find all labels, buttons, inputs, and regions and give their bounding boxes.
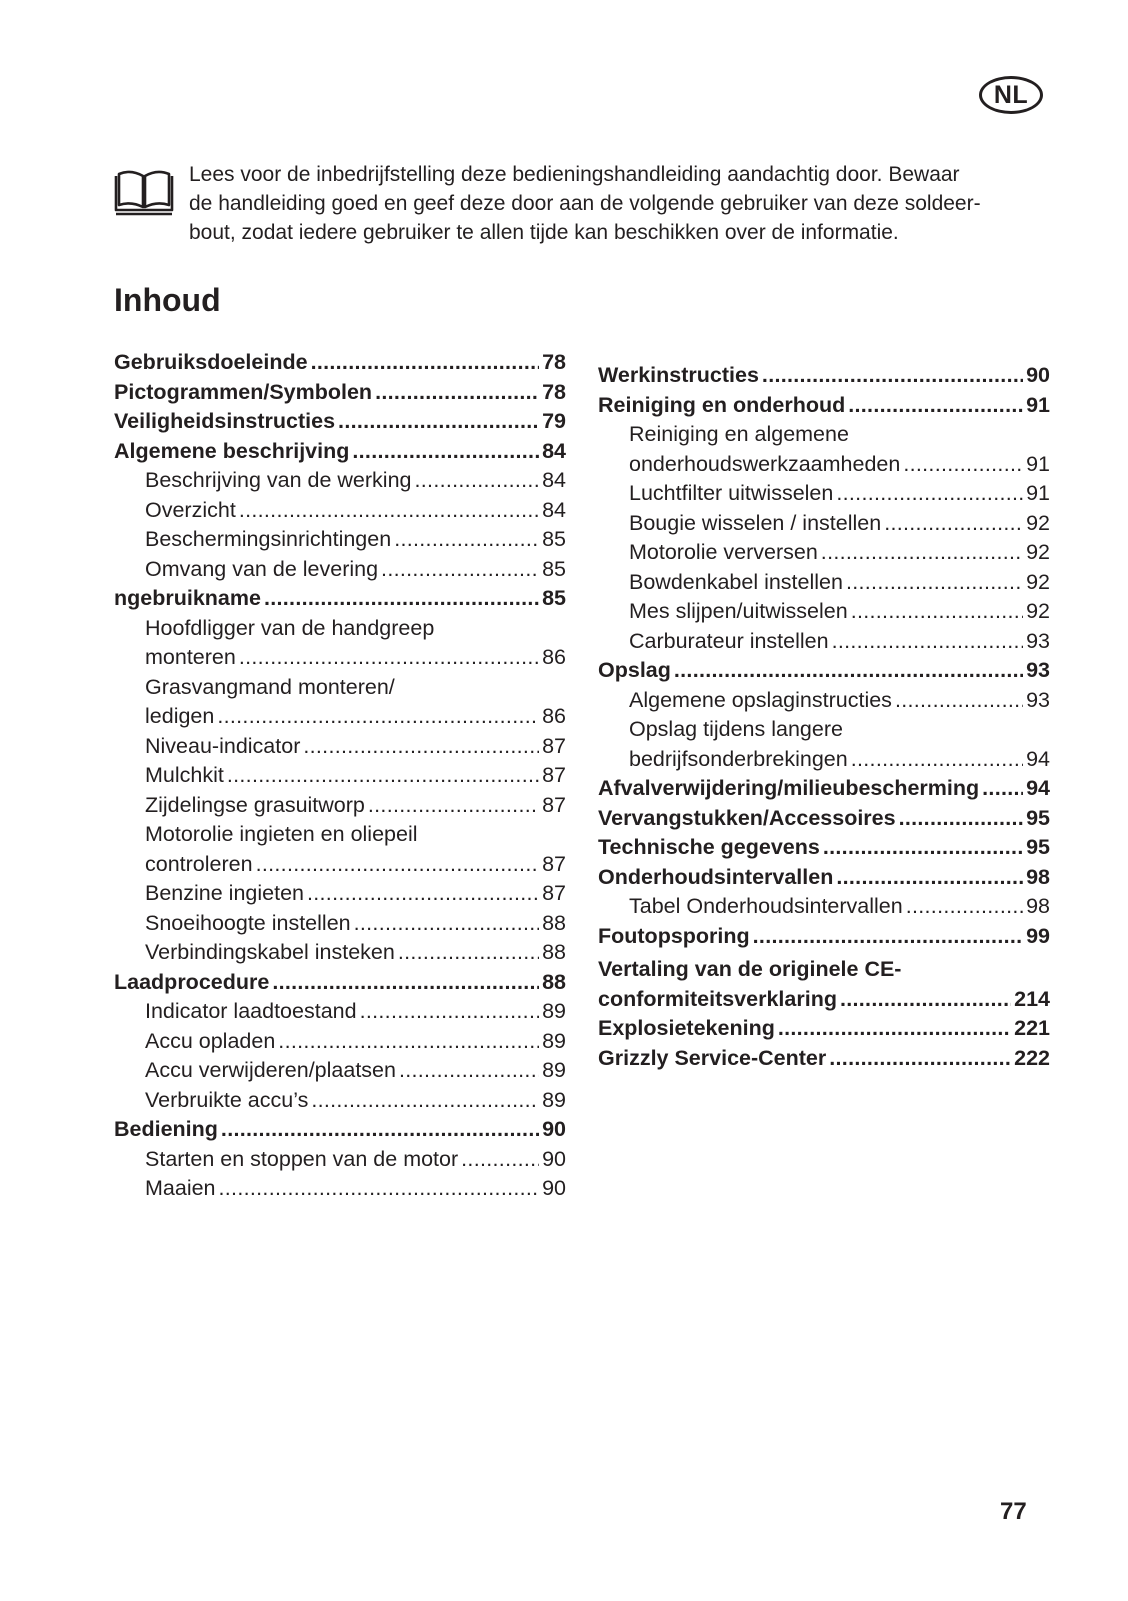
- toc-dot-leader: [903, 450, 1023, 480]
- toc-entry[interactable]: [598, 361, 1050, 391]
- toc-entry-page: 94: [1026, 776, 1050, 800]
- toc-entry-title: Tabel Onderhoudsintervallen: [629, 894, 903, 918]
- toc-entry-page: 91: [1026, 481, 1050, 505]
- toc-entry[interactable]: [114, 407, 566, 437]
- toc-dot-leader: [851, 597, 1023, 627]
- toc-entry-title: Bowdenkabel instellen: [629, 569, 843, 594]
- toc-entry-page: 86: [542, 704, 566, 728]
- language-badge: NL: [979, 76, 1043, 114]
- toc-entry-page: 89: [542, 1058, 566, 1082]
- toc-entry-title: Beschrijving van de werking: [145, 468, 412, 492]
- intro-line: Lees voor de inbedrijfstelling deze bedieningshandleiding aandachtig door. Bewaar: [189, 163, 960, 186]
- toc-entry-title: Grasvangmand monteren/: [145, 674, 395, 699]
- toc-entry[interactable]: [114, 732, 566, 762]
- toc-entry-title: Gebruiksdoeleinde: [114, 350, 308, 374]
- toc-entry-page: 91: [1026, 392, 1050, 417]
- toc-entry-title: ngebruikname: [114, 586, 261, 610]
- toc-entry-title: Reiniging en algemene: [629, 422, 849, 446]
- toc-heading: Inhoud: [114, 282, 221, 318]
- toc-entry-page: 86: [542, 645, 566, 669]
- toc-entry-title: conformiteitsverklaring: [598, 986, 837, 1011]
- toc-entry-title: Motorolie ingieten en oliepeil: [145, 822, 418, 846]
- toc-entry[interactable]: [598, 985, 1050, 1015]
- toc-entry-page: 90: [542, 1176, 566, 1200]
- toc-entry-title: Niveau-indicator: [145, 733, 301, 758]
- toc-entry[interactable]: [598, 892, 1050, 922]
- toc-entry[interactable]: [598, 745, 1050, 775]
- toc-entry-title: Accu opladen: [145, 1028, 276, 1053]
- toc-entry[interactable]: [114, 1174, 566, 1204]
- toc-entry-page: 92: [1026, 569, 1050, 594]
- toc-entry-title: Motorolie verversen: [629, 540, 818, 564]
- toc-entry-title: Pictogrammen/Symbolen: [114, 379, 373, 404]
- toc-entry-page: 91: [1026, 451, 1050, 476]
- toc-entry-page: 84: [542, 497, 566, 522]
- toc-dot-leader: [239, 496, 539, 526]
- toc-dot-leader: [836, 863, 1023, 893]
- toc-entry-title: Beschermingsinrichtingen: [145, 527, 392, 551]
- toc-entry[interactable]: [114, 997, 566, 1027]
- toc-dot-leader: [368, 791, 539, 821]
- toc-dot-leader: [823, 833, 1023, 863]
- toc-dot-leader: [851, 745, 1023, 775]
- toc-entry[interactable]: [114, 378, 566, 408]
- toc-entry-title: Starten en stoppen van de motor: [145, 1146, 459, 1171]
- toc-entry-page: 78: [542, 379, 566, 404]
- toc-dot-leader: [394, 525, 539, 555]
- toc-dot-leader: [354, 909, 539, 939]
- toc-entry-page: 88: [542, 969, 566, 994]
- toc-entry-page: 79: [542, 409, 566, 433]
- toc-entry[interactable]: [598, 1044, 1050, 1074]
- toc-entry[interactable]: [114, 702, 566, 732]
- toc-entry[interactable]: [598, 1014, 1050, 1044]
- toc-entry[interactable]: [114, 673, 566, 703]
- toc-entry-title: Verbindingskabel insteken: [145, 940, 395, 964]
- toc-entry-title: Bougie wisselen / instellen: [629, 510, 882, 535]
- toc-entry[interactable]: [114, 938, 566, 968]
- toc-entry[interactable]: [114, 555, 566, 585]
- toc-dot-leader: [415, 466, 540, 496]
- toc-entry-title: Maaien: [145, 1176, 216, 1200]
- toc-dot-leader: [219, 1174, 540, 1204]
- toc-entry-title: Verbruikte accu’s: [145, 1087, 309, 1112]
- toc-right-column: [598, 361, 1050, 1073]
- toc-entry-title: Benzine ingieten: [145, 881, 304, 905]
- toc-entry-page: 95: [1026, 805, 1050, 830]
- toc-entry-page: 92: [1026, 540, 1050, 564]
- toc-entry-page: 89: [542, 1028, 566, 1053]
- toc-dot-leader: [239, 643, 539, 673]
- toc-entry-title: Overzicht: [145, 497, 236, 522]
- toc-entry[interactable]: [114, 584, 566, 614]
- toc-entry-title: Hoofdligger van de handgreep: [145, 615, 435, 640]
- toc-entry-title: Mes slijpen/uitwisselen: [629, 599, 848, 623]
- toc-entry-page: 87: [542, 733, 566, 758]
- toc-dot-leader: [399, 1056, 539, 1086]
- toc-dot-leader: [778, 1014, 1011, 1044]
- toc-entry[interactable]: [598, 774, 1050, 804]
- toc-entry[interactable]: [598, 686, 1050, 716]
- toc-entry-title: Explosietekening: [598, 1016, 775, 1040]
- toc-entry[interactable]: [598, 538, 1050, 568]
- toc-entry[interactable]: [114, 879, 566, 909]
- toc-dot-leader: [829, 1044, 1011, 1074]
- toc-entry-page: 87: [542, 851, 566, 876]
- intro-line: de handleiding goed en geef deze door aan de volgende gebruiker van deze soldeer-: [189, 192, 981, 215]
- toc-entry[interactable]: [114, 1145, 566, 1175]
- toc-entry[interactable]: [114, 850, 566, 880]
- toc-entry[interactable]: [114, 968, 566, 998]
- toc-entry[interactable]: [598, 627, 1050, 657]
- toc-entry-page: 87: [542, 792, 566, 817]
- toc-entry-page: 85: [542, 527, 566, 551]
- toc-entry-title: Omvang van de levering: [145, 556, 379, 581]
- toc-entry[interactable]: [114, 525, 566, 555]
- toc-entry-page: 222: [1014, 1045, 1050, 1070]
- toc-dot-leader: [264, 584, 539, 614]
- toc-entry[interactable]: [114, 496, 566, 526]
- toc-entry-page: 93: [1026, 687, 1050, 712]
- toc-entry-page: 98: [1026, 894, 1050, 918]
- toc-dot-leader: [884, 509, 1023, 539]
- toc-dot-leader: [398, 938, 539, 968]
- toc-dot-leader: [840, 985, 1011, 1015]
- toc-entry[interactable]: [114, 348, 566, 378]
- toc-entry-title: onderhoudswerkzaamheden: [629, 451, 901, 476]
- toc-entry-page: 214: [1014, 986, 1050, 1011]
- toc-dot-leader: [836, 479, 1023, 509]
- toc-dot-leader: [906, 892, 1023, 922]
- toc-entry[interactable]: [114, 614, 566, 644]
- toc-entry-page: 85: [542, 556, 566, 581]
- toc-entry-page: 87: [542, 763, 566, 787]
- toc-dot-leader: [895, 686, 1023, 716]
- toc-entry[interactable]: [598, 568, 1050, 598]
- toc-entry-page: 221: [1014, 1016, 1050, 1040]
- toc-dot-leader: [753, 922, 1023, 952]
- toc-entry-title: Carburateur instellen: [629, 628, 829, 653]
- toc-dot-leader: [338, 407, 539, 437]
- toc-entry-title: Snoeihoogte instellen: [145, 910, 351, 935]
- toc-entry-title: Zijdelingse grasuitworp: [145, 792, 365, 817]
- toc-dot-leader: [848, 391, 1023, 421]
- toc-entry-page: 94: [1026, 746, 1050, 771]
- toc-entry[interactable]: [114, 1115, 566, 1145]
- toc-entry-page: 87: [542, 881, 566, 905]
- toc-entry[interactable]: [598, 509, 1050, 539]
- toc-entry[interactable]: [598, 922, 1050, 952]
- toc-entry-page: 92: [1026, 599, 1050, 623]
- toc-dot-leader: [272, 968, 539, 998]
- toc-entry[interactable]: [114, 437, 566, 467]
- toc-entry-title: Indicator laadtoestand: [145, 999, 357, 1023]
- toc-dot-leader: [899, 804, 1023, 834]
- toc-entry[interactable]: [114, 1086, 566, 1116]
- toc-entry[interactable]: [598, 804, 1050, 834]
- toc-entry[interactable]: [598, 597, 1050, 627]
- toc-entry[interactable]: [598, 420, 1050, 450]
- toc-dot-leader: [221, 1115, 539, 1145]
- toc-entry-page: 98: [1026, 864, 1050, 889]
- toc-entry-title: Reiniging en onderhoud: [598, 392, 846, 417]
- toc-entry[interactable]: [114, 1056, 566, 1086]
- toc-entry-title: monteren: [145, 645, 236, 669]
- toc-entry[interactable]: [598, 450, 1050, 480]
- toc-entry-title: Algemene opslaginstructies: [629, 687, 892, 712]
- toc-entry[interactable]: [598, 391, 1050, 421]
- toc-entry[interactable]: [114, 761, 566, 791]
- toc-entry-title: Grizzly Service-Center: [598, 1045, 827, 1070]
- toc-dot-leader: [375, 378, 539, 408]
- toc-entry-page: 99: [1026, 923, 1050, 948]
- toc-entry[interactable]: [114, 791, 566, 821]
- toc-left-column: [114, 348, 566, 1204]
- toc-dot-leader: [311, 348, 540, 378]
- toc-entry[interactable]: [114, 643, 566, 673]
- toc-entry-title: bedrijfsonderbrekingen: [629, 746, 848, 771]
- toc-entry-title: Mulchkit: [145, 763, 224, 787]
- toc-entry[interactable]: [114, 466, 566, 496]
- toc-entry-title: Veiligheidsinstructies: [114, 409, 336, 433]
- toc-entry-title: Onderhoudsintervallen: [598, 864, 834, 889]
- toc-entry-page: 95: [1026, 835, 1050, 859]
- toc-entry[interactable]: [598, 955, 1050, 985]
- toc-dot-leader: [461, 1145, 539, 1175]
- toc-dot-leader: [278, 1027, 539, 1057]
- toc-entry-page: 88: [542, 910, 566, 935]
- toc-entry[interactable]: [598, 715, 1050, 745]
- toc-entry-title: Foutopsporing: [598, 923, 750, 948]
- page-number: 77: [1000, 1498, 1027, 1525]
- toc-entry-title: Vertaling van de originele CE-: [598, 957, 902, 981]
- toc-dot-leader: [256, 850, 540, 880]
- toc-entry-page: 92: [1026, 510, 1050, 535]
- toc-entry-title: Afvalverwijdering/milieubescherming: [598, 776, 980, 800]
- toc-entry-title: controleren: [145, 851, 253, 876]
- toc-dot-leader: [311, 1086, 539, 1116]
- toc-dot-leader: [982, 774, 1023, 804]
- toc-entry-page: 84: [542, 438, 566, 463]
- toc-dot-leader: [674, 656, 1023, 686]
- toc-entry-title: Bediening: [114, 1117, 218, 1141]
- toc-entry[interactable]: [114, 909, 566, 939]
- toc-entry-title: ledigen: [145, 704, 215, 728]
- toc-entry-title: Luchtfilter uitwisselen: [629, 481, 834, 505]
- toc-dot-leader: [381, 555, 539, 585]
- toc-entry-title: Werkinstructies: [598, 363, 759, 387]
- toc-entry-title: Laadprocedure: [114, 969, 270, 994]
- toc-dot-leader: [762, 361, 1023, 391]
- toc-entry[interactable]: [598, 479, 1050, 509]
- toc-entry-title: Vervangstukken/Accessoires: [598, 805, 896, 830]
- toc-entry[interactable]: [598, 833, 1050, 863]
- toc-entry-title: Algemene beschrijving: [114, 438, 350, 463]
- intro-text: [189, 160, 1069, 247]
- toc-entry[interactable]: [114, 1027, 566, 1057]
- toc-entry-page: 85: [542, 586, 566, 610]
- toc-entry-page: 93: [1026, 628, 1050, 653]
- toc-entry-title: Technische gegevens: [598, 835, 820, 859]
- toc-dot-leader: [360, 997, 540, 1027]
- toc-entry-title: Accu verwijderen/plaatsen: [145, 1058, 396, 1082]
- toc-dot-leader: [227, 761, 539, 791]
- toc-dot-leader: [821, 538, 1023, 568]
- toc-entry-page: 84: [542, 468, 566, 492]
- toc-dot-leader: [352, 437, 539, 467]
- toc-dot-leader: [217, 702, 539, 732]
- toc-dot-leader: [832, 627, 1023, 657]
- toc-dot-leader: [307, 879, 539, 909]
- toc-entry[interactable]: [598, 863, 1050, 893]
- toc-entry-title: Opslag: [598, 658, 671, 682]
- toc-entry-page: 88: [542, 940, 566, 964]
- toc-entry-title: Opslag tijdens langere: [629, 717, 843, 741]
- toc-entry-page: 78: [542, 350, 566, 374]
- toc-entry[interactable]: [114, 820, 566, 850]
- toc-entry-page: 89: [542, 1087, 566, 1112]
- toc-entry-page: 90: [542, 1146, 566, 1171]
- toc-dot-leader: [303, 732, 539, 762]
- toc-dot-leader: [846, 568, 1023, 598]
- intro-line: bout, zodat iedere gebruiker te allen tijde kan beschikken over de informatie.: [189, 221, 899, 244]
- toc-entry-page: 89: [542, 999, 566, 1023]
- open-book-icon: [114, 170, 174, 216]
- toc-entry[interactable]: [598, 656, 1050, 686]
- toc-entry-page: 93: [1026, 658, 1050, 682]
- toc-entry-page: 90: [1026, 363, 1050, 387]
- toc-entry-page: 90: [542, 1117, 566, 1141]
